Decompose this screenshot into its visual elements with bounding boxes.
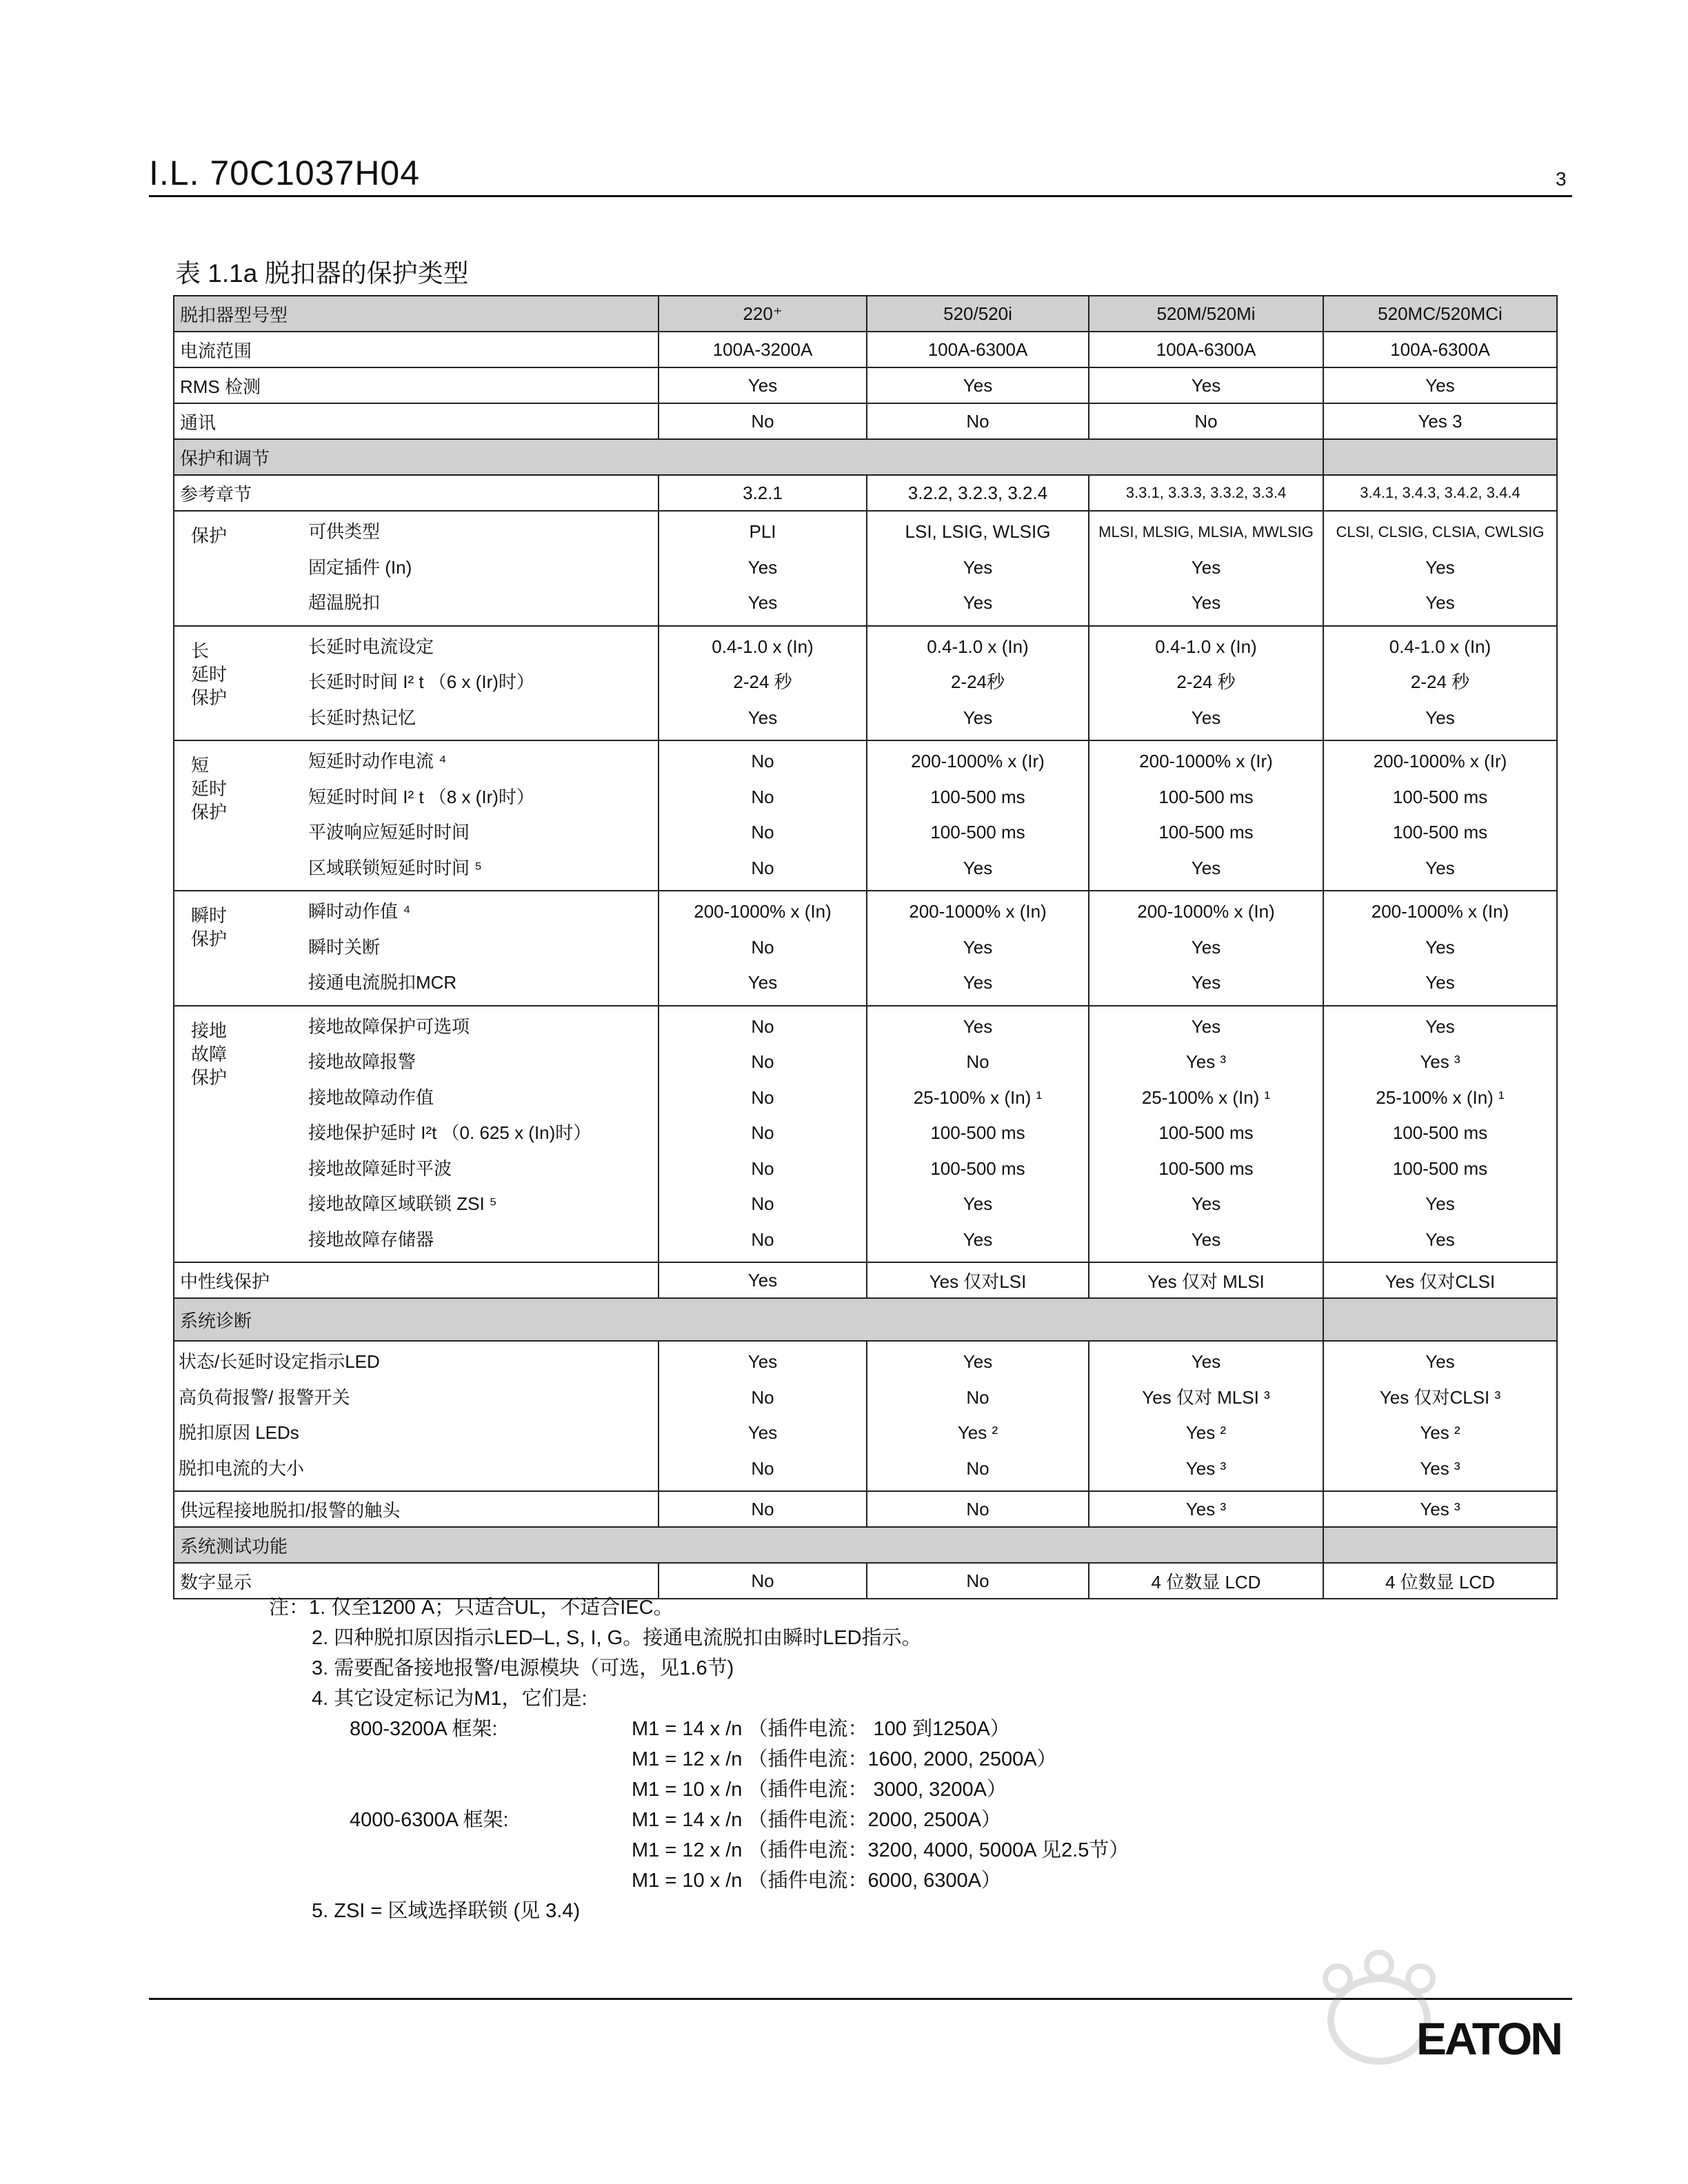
footnotes xyxy=(269,1593,1129,1926)
header-rule xyxy=(149,195,1572,197)
cell: 200-1000% x (Ir) xyxy=(911,751,1045,771)
cell: No xyxy=(751,857,774,878)
cell: 200-1000% x (In) xyxy=(909,901,1047,922)
column-header-model: 脱扣器型号型 xyxy=(174,296,659,332)
cell: Yes xyxy=(1089,367,1323,403)
cell: Yes xyxy=(963,707,993,728)
document-id: I.L. 70C1037H04 xyxy=(149,154,421,192)
cell: No xyxy=(659,1563,867,1599)
table-row xyxy=(174,475,1557,511)
table-caption: 表 1.1a 脱扣器的保护类型 xyxy=(175,259,469,287)
diagnostics-group xyxy=(174,1341,1557,1491)
cell: No xyxy=(659,1491,867,1527)
group-item-label: 脱扣电流的大小 xyxy=(179,1457,305,1479)
cell: Yes xyxy=(747,1422,778,1443)
cell: No xyxy=(1089,403,1323,439)
cell: 25-100% x (In) ¹ xyxy=(1141,1086,1271,1108)
group-name: 长 延时 保护 xyxy=(191,640,228,708)
cell: 3.2.1 xyxy=(659,475,867,511)
cell: 4 位数显 LCD xyxy=(1323,1563,1557,1599)
cell: Yes ³ xyxy=(1089,1491,1323,1527)
eaton-logo xyxy=(1416,2013,1572,2061)
group-item-label: 超温脱扣 xyxy=(308,592,381,613)
frame-4000-label: 4000-6300A 框架: xyxy=(350,1809,509,1831)
cell: Yes xyxy=(963,936,993,958)
column-header-220: 220⁺ xyxy=(659,296,867,332)
cell: Yes xyxy=(747,592,778,613)
table-row-group xyxy=(174,511,1557,626)
note-4: 4. 其它设定标记为M1，它们是: xyxy=(312,1688,587,1710)
trip-unit-table xyxy=(173,295,1558,1599)
cell: No xyxy=(751,936,774,958)
cell: Yes xyxy=(659,1262,867,1298)
m1-line: M1 = 12 x /n （插件电流：3200, 4000, 5000A 见2.5节） xyxy=(632,1839,1129,1861)
cell: 3.2.2, 3.2.3, 3.2.4 xyxy=(867,475,1089,511)
column-header-520m: 520M/520Mi xyxy=(1089,296,1323,332)
cell: 100-500 ms xyxy=(1158,822,1254,842)
group-item-label: 短延时时间 I² t （8 x (Ir)时） xyxy=(308,786,534,807)
cell: Yes xyxy=(963,1015,993,1037)
cell: 2-24秒 xyxy=(950,671,1005,692)
group-item-label: 区域联锁短延时时间 ⁵ xyxy=(308,857,483,878)
group-item-label: 接通电流脱扣MCR xyxy=(308,972,457,993)
cell: 2-24 秒 xyxy=(733,671,792,692)
page-number: 3 xyxy=(1556,168,1567,190)
cell: Yes 仅对CLSI xyxy=(1323,1262,1557,1298)
cell: Yes ³ xyxy=(1420,1051,1460,1072)
cell: Yes xyxy=(1425,707,1455,728)
cell: 100-500 ms xyxy=(1158,786,1254,807)
cell: 100-500 ms xyxy=(1392,822,1488,842)
cell: 100-500 ms xyxy=(930,822,1025,842)
cell: Yes xyxy=(963,1193,993,1214)
cell: Yes xyxy=(1425,1228,1455,1250)
section-title-diagnostics: 系统诊断 xyxy=(174,1298,1323,1341)
cell: Yes xyxy=(963,592,993,613)
cell: 100-500 ms xyxy=(1392,786,1488,807)
cell: LSI, LSIG, WLSIG xyxy=(905,521,1051,542)
cell: 100-500 ms xyxy=(930,786,1025,807)
cell: 0.4-1.0 x (In) xyxy=(927,636,1029,657)
cell: Yes ² xyxy=(957,1422,998,1443)
row-label: 电流范围 xyxy=(174,332,659,367)
group-item-label: 平波响应短延时时间 xyxy=(308,822,470,842)
cell: 100A-6300A xyxy=(867,332,1089,367)
cell: 0.4-1.0 x (In) xyxy=(712,636,814,657)
cell: Yes xyxy=(1191,592,1221,613)
cell: Yes xyxy=(963,972,993,993)
group-item-label: 长延时电流设定 xyxy=(308,636,434,657)
cell: No xyxy=(751,1086,774,1108)
m1-line: M1 = 10 x /n （插件电流： 3000, 3200A） xyxy=(632,1779,1007,1801)
cell: No xyxy=(867,1491,1089,1527)
cell: No xyxy=(867,403,1089,439)
cell: No xyxy=(751,1051,774,1072)
cell: Yes 仅对LSI xyxy=(867,1262,1089,1298)
cell: Yes xyxy=(659,367,867,403)
cell: Yes xyxy=(1191,1193,1221,1214)
cell: Yes xyxy=(1191,707,1221,728)
cell: Yes xyxy=(1425,972,1455,993)
cell: 100-500 ms xyxy=(930,1157,1025,1179)
group-item-label: 接地故障动作值 xyxy=(308,1086,434,1108)
cell: Yes xyxy=(1425,1351,1455,1372)
group-item-label: 接地故障保护可选项 xyxy=(308,1015,470,1037)
cell: MLSI, MLSIG, MLSIA, MWLSIG xyxy=(1098,523,1314,540)
cell: 100A-6300A xyxy=(1323,332,1557,367)
table-row xyxy=(174,1262,1557,1298)
cell: No xyxy=(966,1457,989,1479)
cell: No xyxy=(751,1457,774,1479)
row-label: 数字显示 xyxy=(174,1563,659,1599)
group-item-label: 高负荷报警/ 报警开关 xyxy=(179,1386,350,1408)
cell: Yes xyxy=(963,857,993,878)
group-item-label: 接地保护延时 I²t （0. 625 x (In)时） xyxy=(308,1122,592,1143)
cell: 100A-6300A xyxy=(1089,332,1323,367)
column-header-520mc: 520MC/520MCi xyxy=(1323,296,1557,332)
table-row-group xyxy=(174,1341,1557,1491)
cell: Yes ² xyxy=(1185,1422,1227,1443)
cell: No xyxy=(966,1386,989,1408)
table-row xyxy=(174,332,1557,367)
table-row-group xyxy=(174,626,1557,741)
m1-line: M1 = 14 x /n （插件电流：2000, 2500A） xyxy=(632,1809,1001,1831)
note-3: 3. 需要配备接地报警/电源模块（可选，见1.6节) xyxy=(312,1657,734,1679)
cell: No xyxy=(751,1386,774,1408)
note-5: 5. ZSI = 区域选择联锁 (见 3.4) xyxy=(312,1900,581,1922)
section-title-test: 系统测试功能 xyxy=(174,1527,1323,1563)
row-label: 中性线保护 xyxy=(174,1262,659,1298)
cell: Yes xyxy=(1191,857,1221,878)
cell: PLI xyxy=(749,521,776,542)
table-row xyxy=(174,403,1557,439)
cell: No xyxy=(751,751,774,771)
cell: No xyxy=(751,822,774,842)
m1-line: M1 = 10 x /n （插件电流：6000, 6300A） xyxy=(632,1870,1001,1892)
cell: Yes xyxy=(1425,936,1455,958)
cell: Yes ³ xyxy=(1420,1457,1460,1479)
cell: 100-500 ms xyxy=(1158,1157,1254,1179)
eaton-logo-text: EATON xyxy=(1416,2013,1561,2061)
cell: Yes 仅对 MLSI xyxy=(1089,1262,1323,1298)
cell: Yes ³ xyxy=(1323,1491,1557,1527)
cell: Yes xyxy=(1191,1351,1221,1372)
group-item-label: 脱扣原因 LEDs xyxy=(179,1422,299,1443)
section-title-protection: 保护和调节 xyxy=(174,439,1323,475)
cell: 100-500 ms xyxy=(1392,1122,1488,1143)
table-row-group xyxy=(174,1006,1557,1263)
cell: 25-100% x (In) ¹ xyxy=(913,1086,1043,1108)
cell: Yes 仅对CLSI ³ xyxy=(1379,1386,1501,1408)
group-item-label: 长延时时间 I² t （6 x (Ir)时） xyxy=(308,671,534,692)
m1-line: M1 = 12 x /n （插件电流：1600, 2000, 2500A） xyxy=(632,1748,1057,1770)
cell: Yes xyxy=(1323,367,1557,403)
cell: No xyxy=(751,1157,774,1179)
cell: Yes ³ xyxy=(1185,1051,1227,1072)
cell: No xyxy=(751,786,774,807)
group-item-label: 固定插件 (In) xyxy=(308,556,412,578)
cell: No xyxy=(966,1051,989,1072)
cell: Yes xyxy=(1191,936,1221,958)
row-label: 参考章节 xyxy=(174,475,659,511)
group-name: 瞬时 保护 xyxy=(191,905,228,949)
cell: 2-24 秒 xyxy=(1410,671,1470,692)
cell: Yes xyxy=(747,1351,778,1372)
cell: No xyxy=(751,1228,774,1250)
cell: 100-500 ms xyxy=(1392,1157,1488,1179)
cell: 0.4-1.0 x (In) xyxy=(1155,636,1257,657)
notes-prefix: 注： xyxy=(269,1597,310,1619)
group-item-label: 长延时热记忆 xyxy=(308,707,416,728)
cell: No xyxy=(659,403,867,439)
group-item-label: 可供类型 xyxy=(308,521,381,542)
cell: Yes xyxy=(867,367,1089,403)
note-2: 2. 四种脱扣原因指示LED–L, S, I, G。接通电流脱扣由瞬时LED指示。 xyxy=(312,1627,922,1649)
group-item-label: 状态/长延时设定指示LED xyxy=(179,1351,380,1372)
cell: Yes ³ xyxy=(1185,1457,1227,1479)
cell: Yes xyxy=(1425,857,1455,878)
cell: Yes xyxy=(1425,556,1455,578)
group-item-label: 瞬时动作值 ⁴ xyxy=(308,901,411,922)
table-row xyxy=(174,367,1557,403)
cell: Yes xyxy=(747,556,778,578)
cell: Yes xyxy=(1191,1015,1221,1037)
table-row xyxy=(174,1491,1557,1527)
cell: Yes 3 xyxy=(1323,403,1557,439)
cell: 0.4-1.0 x (In) xyxy=(1389,636,1491,657)
cell: 200-1000% x (In) xyxy=(1371,901,1509,922)
column-header-520: 520/520i xyxy=(867,296,1089,332)
cell: 200-1000% x (Ir) xyxy=(1373,751,1507,771)
frame-800-label: 800-3200A 框架: xyxy=(350,1718,498,1740)
cell: Yes xyxy=(1191,1228,1221,1250)
cell: Yes xyxy=(747,707,778,728)
row-label: 通讯 xyxy=(174,403,659,439)
group-name: 保护 xyxy=(191,525,228,546)
cell: Yes xyxy=(1425,1193,1455,1214)
table-row-group xyxy=(174,740,1557,891)
group-item-label: 短延时动作电流 ⁴ xyxy=(308,751,447,771)
cell: Yes xyxy=(1425,592,1455,613)
cell: Yes xyxy=(1191,556,1221,578)
cell: Yes xyxy=(963,556,993,578)
protection-groups xyxy=(174,511,1557,1262)
cell: 25-100% x (In) ¹ xyxy=(1376,1086,1505,1108)
cell: No xyxy=(751,1193,774,1214)
cell: Yes xyxy=(747,972,778,993)
cell: No xyxy=(867,1563,1089,1599)
table-row-group xyxy=(174,891,1557,1006)
cell: 3.3.1, 3.3.3, 3.3.2, 3.3.4 xyxy=(1089,475,1323,511)
row-label: RMS 检测 xyxy=(174,367,659,403)
group-item-label: 接地故障延时平波 xyxy=(308,1157,452,1179)
cell: Yes ² xyxy=(1420,1422,1460,1443)
cell: Yes xyxy=(963,1228,993,1250)
note-1: 1. 仅至1200 A；只适合UL，不适合IEC。 xyxy=(309,1597,674,1619)
cell: CLSI, CLSIG, CLSIA, CWLSIG xyxy=(1336,523,1545,540)
m1-line: M1 = 14 x /n （插件电流： 100 到1250A） xyxy=(632,1718,1010,1740)
cell: 100A-3200A xyxy=(659,332,867,367)
cell: Yes xyxy=(1191,972,1221,993)
cell: No xyxy=(751,1015,774,1037)
cell: Yes 仅对 MLSI ³ xyxy=(1142,1386,1270,1408)
group-item-label: 接地故障报警 xyxy=(308,1051,416,1072)
row-label: 供远程接地脱扣/报警的触头 xyxy=(174,1491,659,1527)
group-item-label: 接地故障存储器 xyxy=(308,1228,434,1250)
cell: 200-1000% x (In) xyxy=(694,901,832,922)
group-item-label: 接地故障区域联锁 ZSI ⁵ xyxy=(308,1193,497,1214)
group-item-label: 瞬时关断 xyxy=(308,936,381,958)
cell: 2-24 秒 xyxy=(1176,671,1236,692)
cell: Yes xyxy=(1425,1015,1455,1037)
group-name: 短 延时 保护 xyxy=(191,755,228,822)
cell: 200-1000% x (Ir) xyxy=(1139,751,1273,771)
cell: Yes xyxy=(963,1351,993,1372)
cell: 200-1000% x (In) xyxy=(1137,901,1275,922)
group-name: 接地 故障 保护 xyxy=(191,1020,228,1088)
cell: 3.4.1, 3.4.3, 3.4.2, 3.4.4 xyxy=(1323,475,1557,511)
cell: 100-500 ms xyxy=(1158,1122,1254,1143)
cell: 100-500 ms xyxy=(930,1122,1025,1143)
cell: 4 位数显 LCD xyxy=(1089,1563,1323,1599)
cell: No xyxy=(751,1122,774,1143)
